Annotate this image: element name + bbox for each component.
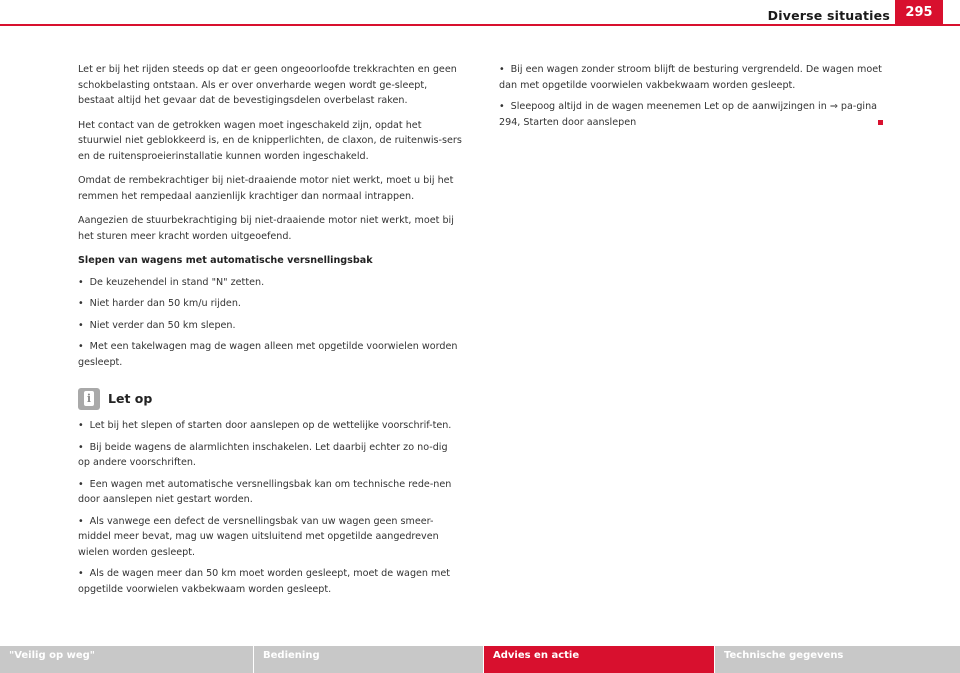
right-column (499, 62, 883, 136)
list-item (78, 296, 462, 312)
bullet-icon: • (78, 298, 84, 309)
header-rule (0, 24, 960, 26)
bullet-icon: • (78, 515, 84, 527)
footer-tab-technische-gegevens[interactable]: Technische gegevens (715, 646, 960, 673)
list-item-text: De keuzehendel in stand "N" zetten. (89, 276, 265, 288)
bullet-icon: • (78, 276, 84, 288)
page-number: 295 (895, 0, 943, 26)
info-note-icon: i (78, 388, 100, 410)
left-column (78, 62, 462, 603)
footer-tab-advies-en-actie[interactable]: Advies en actie (484, 646, 714, 673)
footer-tab-veilig-op-weg[interactable]: "Veilig op weg" (0, 646, 253, 673)
bullet-icon: • (78, 441, 84, 453)
bullet-icon: • (499, 64, 505, 75)
note-item-text: Een wagen met automatische versnellingsbak kan om technische rede-nen door aanslepen niet gestart worden. (78, 478, 452, 505)
note-item (78, 440, 462, 471)
paragraph: Het contact van de getrokken wagen moet ingeschakeld zijn, opdat het stuurwiel niet geblokkeerd is, en de knipperlichten, de claxon, de ruitenwis-sers en de ruitensproeierinstallatie kunnen worden ingeschakeld. (78, 119, 462, 162)
bullet-icon: • (499, 101, 505, 112)
list-item (78, 318, 462, 334)
footer-nav (0, 646, 960, 673)
note-item-text: Als de wagen meer dan 50 km moet worden gesleept, moet de wagen met opgetilde voorwielen vakbekwaam worden gesleept. (78, 568, 451, 595)
note-item (78, 566, 462, 597)
list-item-text: Niet verder dan 50 km slepen. (89, 319, 236, 331)
note-item-text: Als vanwege een defect de versnellingsbak van uw wagen geen smeer-middel meer bevat, mag uw wagen uitsluitend met opgetilde aangedreven wielen worden gesleept. (78, 515, 439, 558)
section-end-icon (878, 120, 883, 125)
bullet-icon: • (78, 319, 84, 331)
bullet-icon: • (78, 420, 84, 431)
paragraph: Omdat de rembekrachtiger bij niet-draaiende motor niet werkt, moet u bij het remmen het rempedaal aanzienlijk krachtiger dan normaal intrappen. (78, 175, 454, 202)
list-item-text: Niet harder dan 50 km/u rijden. (89, 298, 241, 309)
note-item-text: Bij beide wagens de alarmlichten inschakelen. Let daarbij echter zo no-dig op andere voorschriften. (78, 441, 448, 468)
list-item (78, 339, 462, 370)
list-item (78, 275, 462, 291)
note-item (78, 514, 462, 561)
note-item (78, 477, 462, 508)
list-item (499, 62, 883, 93)
note-title: Let op (108, 391, 153, 407)
subheading: Slepen van wagens met automatische versnellingsbak (78, 255, 373, 266)
bullet-icon: • (78, 568, 84, 579)
paragraph: Aangezien de stuurbekrachtiging bij niet-draaiende motor niet werkt, moet bij het sturen meer kracht worden uitgeoefend. (78, 215, 454, 242)
bullet-icon: • (78, 478, 84, 490)
list-item-text: Bij een wagen zonder stroom blijft de besturing vergrendeld. De wagen moet dan met opgetilde voorwielen vakbekwaam worden gesleept. (499, 64, 882, 91)
section-title: Diverse situaties (767, 8, 890, 23)
list-item-text: Sleepoog altijd in de wagen meenemen Let op de aanwijzingen in ⇒ pa-gina 294, Starten door aanslepen (499, 101, 878, 128)
list-item (499, 99, 883, 130)
note-item (78, 418, 462, 434)
note-heading (78, 388, 462, 410)
note-item-text: Let bij het slepen of starten door aanslepen op de wettelijke voorschrif-ten. (89, 420, 452, 431)
paragraph: Let er bij het rijden steeds op dat er geen ongeoorloofde trekkrachten en geen schokbelasting ontstaan. Als er over onverharde wegen wordt ge-sleept, bestaat altijd het gevaar dat de bevestigingsdelen overbelast raken. (78, 64, 457, 106)
footer-tab-bediening[interactable]: Bediening (254, 646, 483, 673)
bullet-icon: • (78, 341, 84, 352)
list-item-text: Met een takelwagen mag de wagen alleen met opgetilde voorwielen worden gesleept. (78, 341, 458, 368)
